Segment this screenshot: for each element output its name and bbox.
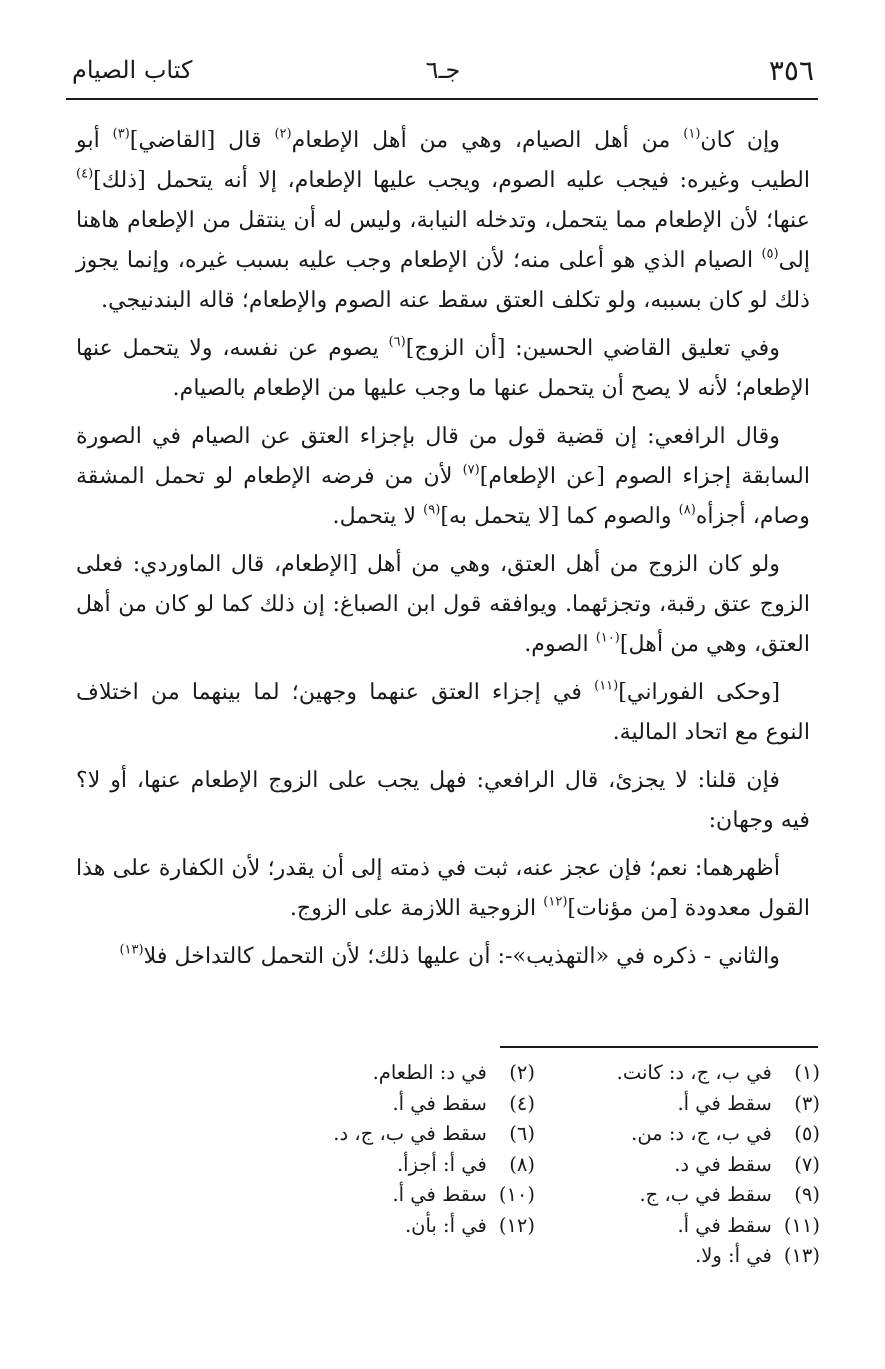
footnote-number: (٤) [509,1091,535,1115]
footnote-number: (١١) [783,1213,820,1237]
footnote-text: سقط في أ. [677,1213,772,1237]
footnote-row [250,1089,820,1120]
footnote-row [250,1180,820,1211]
footnote-number: (١٢) [498,1213,535,1237]
footnote-marker: (٥) [761,246,779,262]
text-run: فإن قلنا: لا يجزئ، قال الرافعي: فهل يجب على الزوج الإطعام عنها، أو لا؟ فيه وجهان: [76,767,810,833]
footnote-number: (٩) [794,1183,820,1206]
text-run: عنها؛ لأن الإطعام مما يتحمل، وتدخله النيابة، وليس له أن ينتقل من الإطعام هاهنا إلى [76,207,810,273]
footnote [535,1180,820,1211]
footnote-text: في أ: أجزأ. [396,1152,487,1176]
text-run: الصوم. [524,631,596,657]
text-run: أظهرهما: نعم؛ فإن عجز عنه، ثبت في ذمته إلى أن يقدر؛ لأن الكفارة على هذا القول معدودة [من مؤنات] [76,855,810,921]
footnote [535,1089,820,1120]
text-run: أبو الطيب وغيره: فيجب عليه الصوم، ويجب عليها الإطعام، إلا أنه يتحمل [ذلك] [76,127,810,193]
footnote [535,1211,820,1242]
footnote [250,1180,535,1211]
footnote-marker: (٣) [112,126,130,142]
footnote-marker: (٤) [76,166,94,182]
footnote-row [250,1058,820,1089]
main-text [76,120,810,976]
footnote-text: سقط في أ. [392,1183,487,1206]
footnote-text: في ب، ج، د: من. [631,1122,772,1145]
footnote [535,1058,820,1089]
book-title: كتاب الصيام [72,56,193,84]
footnote-text: سقط في ب، ج. [639,1183,772,1206]
footnote-marker: (١) [683,126,701,142]
text-run: يصوم عن نفسه، ولا يتحمل عنها الإطعام؛ لأنه لا يصح أن يتحمل عنها ما وجب عليها من الإطعام بالصيام. [76,335,810,401]
footnote-text: سقط في أ. [392,1091,487,1115]
footnote-row [250,1150,820,1181]
text-run: [وحكى الفوراني] [618,679,781,705]
footnote-marker: (٦) [388,334,406,350]
volume-label: جـ٦ [425,56,461,84]
text-run: في إجزاء العتق عنهما وجهين؛ لما بينهما من اختلاف النوع مع اتحاد المالية. [76,679,810,745]
footnotes [250,1058,820,1272]
footnote-text: سقط في ب، ج، د. [333,1122,487,1145]
footnote-text: في أ: ولا. [695,1244,772,1267]
footnote-text: سقط في د. [674,1152,772,1176]
footnote-number: (٢) [509,1061,535,1084]
footnote [250,1150,535,1181]
footnote-number: (١) [794,1061,820,1084]
paragraph [76,544,810,664]
page-number: ٣٥٦ [768,54,814,87]
footnote-number: (٦) [509,1122,535,1145]
text-run: قال [القاضي] [129,127,275,153]
text-run: من أهل الصيام، وهي من أهل الإطعام [291,127,684,153]
paragraph [76,848,810,928]
text-run: وإن كان [700,127,780,153]
footnote-number: (٧) [794,1152,820,1176]
footnote [250,1211,535,1242]
footnote [535,1119,820,1150]
footnote [250,1058,535,1089]
footnote-marker: (١٠) [595,630,620,646]
footnote-marker: (١٢) [543,894,568,910]
footnote-marker: (٩) [423,502,441,518]
footnote-marker: (١٣) [119,942,144,958]
footnotes-rule [500,1046,818,1048]
paragraph [76,936,810,976]
paragraph [76,120,810,320]
header-rule [66,98,818,100]
paragraph [76,416,810,536]
footnote-number: (١٣) [783,1244,820,1267]
text-run: لأن من فرضه الإطعام لو تحمل المشقة وصام، أجزأه [76,463,810,529]
text-run: ولو كان الزوج من أهل العتق، وهي من أهل [الإطعام، قال الماوردي: فعلى الزوج عتق رقبة، وتجزئهما. ويوافقه قول ابن الصباغ: إن ذلك كما لو كان من أهل العتق، وهي من أهل] [76,551,810,657]
footnote-row [250,1119,820,1150]
footnote-marker: (٢) [274,126,292,142]
paragraph [76,760,810,840]
footnote-text: في ب، ج، د: كانت. [616,1061,772,1084]
text-run: لا يتحمل. [332,503,424,529]
footnote-marker: (٧) [462,462,480,478]
footnote-text: سقط في أ. [677,1091,772,1115]
running-header [72,50,814,92]
footnote-marker: (٨) [678,502,696,518]
footnote [250,1119,535,1150]
footnote-number: (٥) [794,1122,820,1145]
text-run: والثاني - ذكره في «التهذيب»-: أن عليها ذلك؛ لأن التحمل كالتداخل فلا [143,943,780,969]
footnote-number: (٨) [509,1152,535,1176]
footnote-row [250,1241,820,1272]
footnote-text: في أ: بأن. [404,1213,487,1237]
paragraph [76,672,810,752]
footnote [500,1241,820,1272]
footnote-row [250,1211,820,1242]
text-run: والصوم كما [لا يتحمل به] [440,503,679,529]
footnote [535,1150,820,1181]
text-run: الزوجية اللازمة على الزوج. [289,895,544,921]
text-run: وقال الرافعي: إن قضية قول من قال بإجزاء العتق عن الصيام في الصورة السابقة إجزاء الصوم [عن الإطعام] [76,423,810,489]
footnote-text: في د: الطعام. [372,1061,487,1084]
text-run: وفي تعليق القاضي الحسين: [أن الزوج] [405,335,780,361]
footnote-number: (١٠) [498,1183,535,1206]
footnote-marker: (١١) [594,678,619,694]
footnote [250,1089,535,1120]
footnote-number: (٣) [794,1091,820,1115]
text-run: الصيام الذي هو أعلى منه؛ لأن الإطعام وجب عليه بسبب غيره، وإنما يجوز ذلك لو كان بسببه، ولو تكلف العتق سقط عنه الصوم والإطعام؛ قاله البندنيجي. [76,247,810,313]
paragraph [76,328,810,408]
